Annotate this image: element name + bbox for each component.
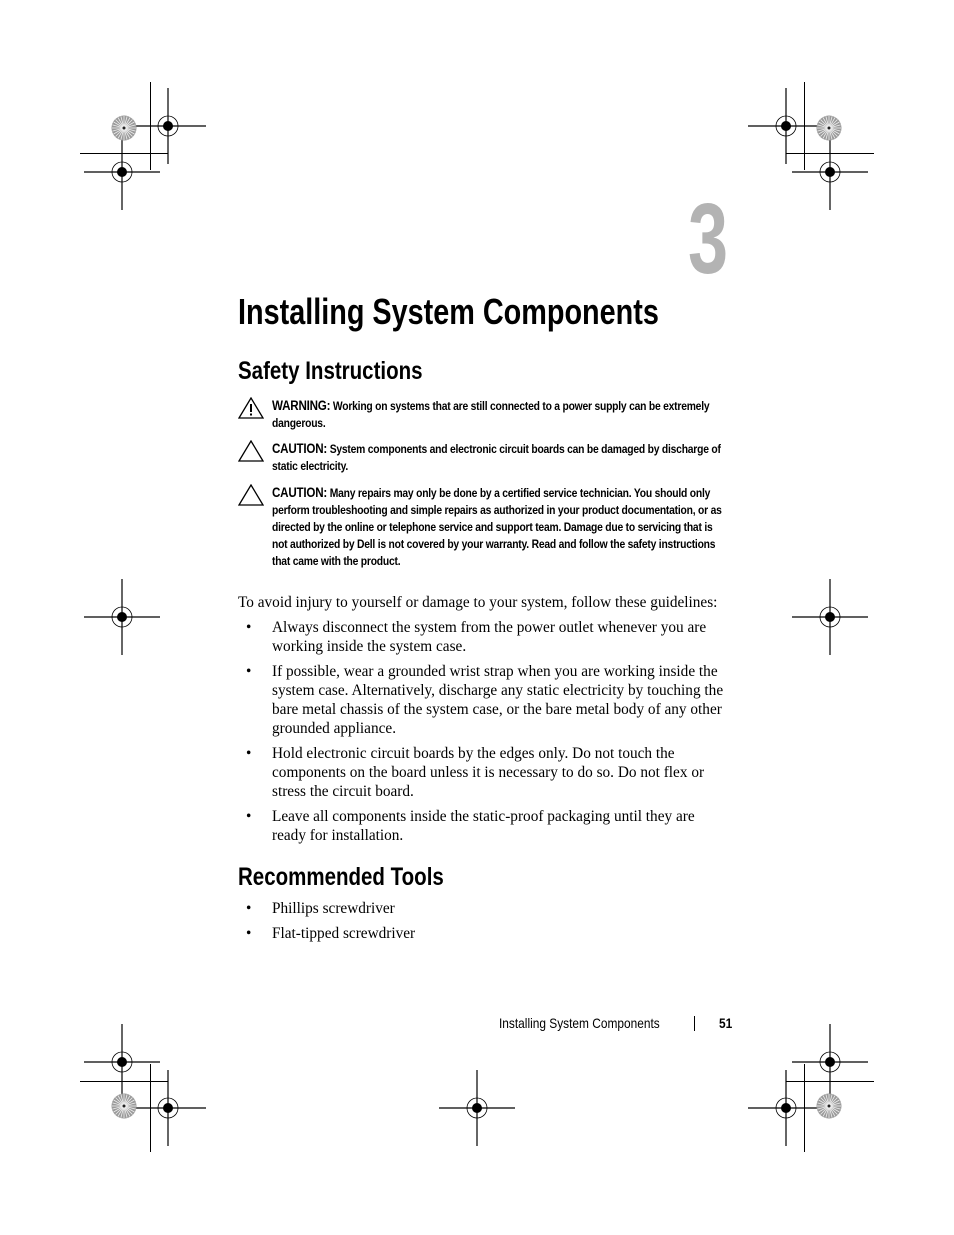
warning-note [238, 397, 738, 432]
list-item [238, 924, 738, 943]
intro-paragraph: To avoid injury to yourself or damage to your system, follow these guidelines: [238, 594, 718, 611]
caution-triangle-icon [238, 484, 264, 506]
bullet: • [246, 619, 252, 636]
registration-crosshair-icon [84, 134, 160, 215]
bullet: • [246, 808, 252, 825]
footer-running-title: Installing System Components [499, 1015, 660, 1031]
caution-note [238, 484, 738, 570]
registration-rosette-icon [111, 1093, 137, 1124]
list-item-text: Leave all components inside the static-proof packaging until they are ready for installation. [272, 808, 695, 844]
warning-triangle-icon [238, 397, 264, 419]
crop-mark [804, 82, 805, 170]
note-text: Many repairs may only be done by a certified service technician. You should only perform troubleshooting and simple repairs as authorized in your product documentation, or as directed by the online or telephone service and support team. Damage due to servicing that is not authorized by Dell is not covered by your warranty. Read and follow the safety instructions that came with the product. [272, 486, 722, 568]
list-item [238, 807, 712, 845]
bullet: • [246, 745, 252, 762]
crop-mark [80, 1081, 168, 1082]
section-heading-safety: Safety Instructions [238, 357, 423, 385]
crop-mark [786, 153, 874, 154]
caution-note [238, 440, 738, 475]
registration-rosette-icon [816, 1093, 842, 1124]
note-label: CAUTION: [272, 441, 328, 456]
caution-triangle-icon [238, 440, 264, 462]
footer-divider [694, 1016, 695, 1031]
list-item [238, 662, 732, 738]
tools-list [238, 899, 738, 949]
registration-rosette-icon [816, 115, 842, 146]
registration-crosshair-icon [439, 1070, 515, 1151]
list-item-text: Phillips screwdriver [272, 900, 395, 917]
chapter-number: 3 [688, 183, 729, 295]
crop-mark [150, 1064, 151, 1152]
list-item-text: Hold electronic circuit boards by the edges only. Do not touch the components on the board unless it is necessary to do so. Do not flex or stress the circuit board. [272, 745, 705, 800]
crop-mark [80, 153, 168, 154]
bullet: • [246, 925, 252, 942]
list-item-text: If possible, wear a grounded wrist strap when you are working inside the system case. Alternatively, discharge any static electricity by touching the bare metal chassis of the system case, or the bare metal body of any other grounded appliance. [272, 663, 724, 737]
page-number: 51 [719, 1015, 733, 1031]
list-item [238, 618, 712, 656]
bullet: • [246, 900, 252, 917]
list-item-text: Flat-tipped screwdriver [272, 925, 416, 942]
note-text: System components and electronic circuit boards can be damaged by discharge of static electricity. [272, 442, 721, 473]
crop-mark [804, 1064, 805, 1152]
note-label: CAUTION: [272, 485, 328, 500]
registration-crosshair-icon [748, 1070, 824, 1151]
list-item [238, 899, 738, 918]
safety-guidelines-list [238, 618, 738, 851]
registration-crosshair-icon [84, 579, 160, 660]
list-item-text: Always disconnect the system from the power outlet whenever you are working inside the system case. [272, 619, 707, 655]
bullet: • [246, 663, 252, 680]
crop-mark [150, 82, 151, 170]
section-heading-tools: Recommended Tools [238, 863, 444, 891]
chapter-title: Installing System Components [238, 291, 659, 332]
registration-rosette-icon [111, 115, 137, 146]
registration-crosshair-icon [792, 579, 868, 660]
list-item [238, 744, 722, 801]
note-label: WARNING: [272, 398, 331, 413]
registration-crosshair-icon [130, 1070, 206, 1151]
note-text: Working on systems that are still connected to a power supply can be extremely dangerous. [272, 399, 710, 430]
crop-mark [786, 1081, 874, 1082]
